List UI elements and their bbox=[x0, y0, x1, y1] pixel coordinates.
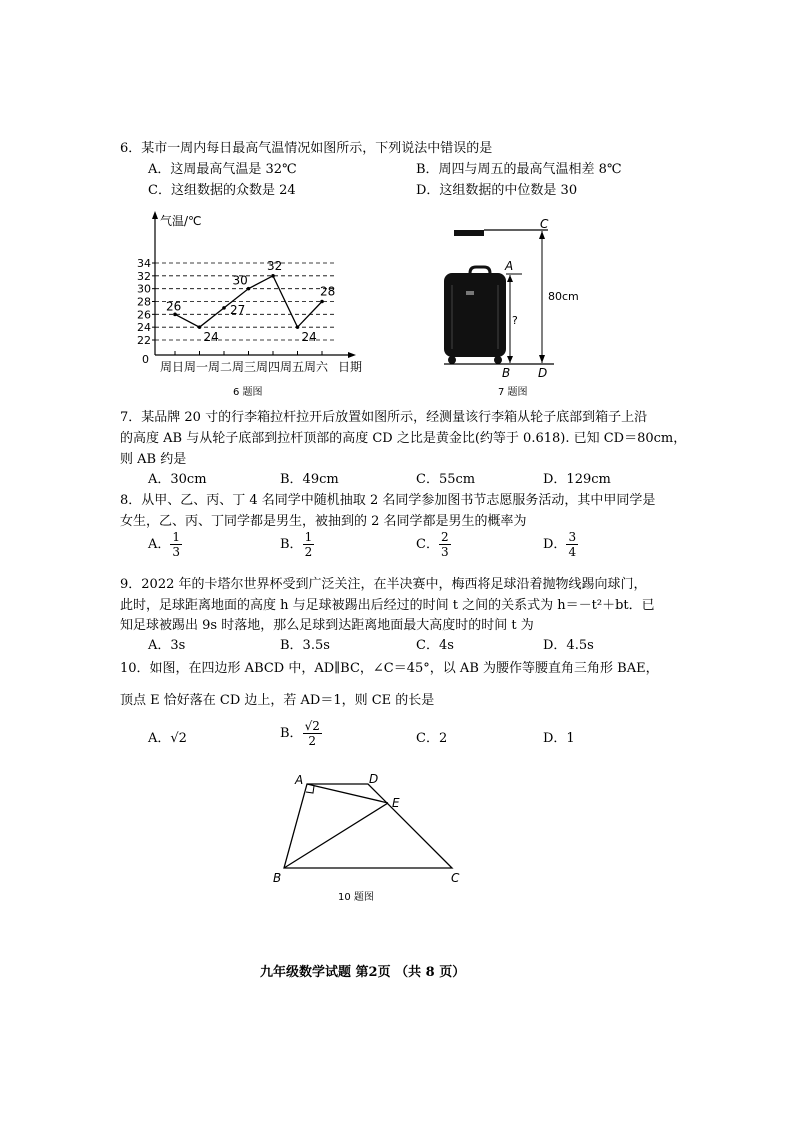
q7-figure-caption: 7 题图 bbox=[498, 387, 528, 398]
q10-stem-line2: 顶点 E 恰好落在 CD 边上，若 AD＝1，则 CE 的长是 bbox=[120, 693, 435, 708]
segment-ae bbox=[307, 784, 388, 803]
suitcase-rod-handle bbox=[454, 230, 484, 236]
y-tick-label: 22 bbox=[137, 334, 151, 347]
q7-option-c: C．55cm bbox=[416, 472, 476, 487]
temperature-point bbox=[222, 306, 226, 310]
temperature-data-label: 24 bbox=[301, 330, 317, 345]
q7-stem-line3: 则 AB 约是 bbox=[120, 452, 187, 467]
y-tick-label: 32 bbox=[137, 269, 151, 283]
q10-option-c: C．2 bbox=[416, 731, 448, 746]
q7-option-b: B．49cm bbox=[280, 472, 339, 487]
q8-stem-line1: 8．从甲、乙、丙、丁 4 名同学中随机抽取 2 名同学参加图书节志愿服务活动，其中甲同学是 bbox=[120, 493, 656, 508]
q9-stem-line1: 9．2022 年的卡塔尔世界杯受到广泛关注，在半决赛中，梅西将足球沿着抛物线踢向球门， bbox=[120, 577, 647, 592]
quad-label-d: D bbox=[369, 772, 379, 786]
origin-label: 0 bbox=[142, 353, 149, 366]
quad-label-b: B bbox=[273, 871, 282, 885]
q8-option-b: B． $\frac{1}{2}$ bbox=[280, 530, 313, 559]
right-angle-mark bbox=[306, 786, 314, 793]
quad-label-e: E bbox=[392, 796, 400, 810]
q9-stem-line3: 知足球被踢出 9s 时落地，那么足球到达距离地面最大高度时的时间 t 为 bbox=[120, 618, 534, 633]
x-axis-title: 日期 bbox=[338, 360, 363, 374]
suitcase-label-d: D bbox=[538, 366, 548, 380]
q8-option-c: C． $\frac{2}{3}$ bbox=[416, 530, 449, 559]
x-tick-labels: 周日周一周二周三周四周五周六 bbox=[160, 360, 329, 374]
q9-option-b: B．3.5s bbox=[280, 638, 330, 653]
q10-stem-line1: 10．如图，在四边形 ABCD 中，AD∥BC，∠C＝45°，以 AB 为腰作等腰直角三角形 BAE， bbox=[120, 661, 659, 676]
q6-option-b: B．周四与周五的最高气温相差 8℃ bbox=[416, 162, 622, 177]
suitcase-body bbox=[444, 273, 506, 357]
suitcase-handle-icon bbox=[470, 267, 490, 273]
q6-option-d: D．这组数据的中位数是 30 bbox=[416, 183, 578, 198]
page-footer: 九年级数学试题 第2页 （共 8 页） bbox=[260, 965, 466, 980]
q9-option-c: C．4s bbox=[416, 638, 454, 653]
q8-option-a: A． $\frac{1}{3}$ bbox=[148, 530, 181, 559]
q10-figure-caption: 10 题图 bbox=[338, 892, 374, 903]
q7-option-a: A．30cm bbox=[148, 472, 207, 487]
temperature-data-label: 28 bbox=[320, 284, 336, 299]
temperature-point bbox=[198, 325, 202, 329]
q7-option-d: D．129cm bbox=[543, 472, 611, 487]
quad-label-a: A bbox=[295, 773, 304, 787]
q6-option-a: A．这周最高气温是 32℃ bbox=[148, 162, 297, 177]
suitcase-label-c: C bbox=[540, 217, 549, 231]
y-tick-label: 26 bbox=[137, 308, 151, 322]
q6-option-c: C．这组数据的众数是 24 bbox=[148, 183, 296, 198]
q9-stem-line2: 此时，足球距离地面的高度 h 与足球被踢出后经过的时间 t 之间的关系式为 h＝－t²＋bt．已 bbox=[120, 598, 655, 613]
q6-figure-caption: 6 题图 bbox=[233, 387, 263, 398]
quad-label-c: C bbox=[451, 871, 460, 885]
q8-option-d: D． $\frac{3}{4}$ bbox=[543, 530, 577, 559]
q9-option-d: D．4.5s bbox=[543, 638, 594, 653]
temperature-data-label: 30 bbox=[232, 273, 248, 288]
q6-stem: 6．某市一周内每日最高气温情况如图所示，下列说法中错误的是 bbox=[120, 141, 493, 156]
y-tick-label: 28 bbox=[137, 295, 151, 309]
suitcase-label-b: B bbox=[502, 366, 511, 380]
q7-stem-line2: 的高度 AB 与从轮子底部到拉杆顶部的高度 CD 之比是黄金比(约等于 0.618). 已知 CD＝80cm， bbox=[120, 431, 687, 446]
temperature-data-label: 27 bbox=[230, 302, 246, 317]
temperature-line-chart bbox=[130, 205, 395, 380]
suitcase-label-len: 80cm bbox=[548, 290, 579, 303]
y-tick-label: 24 bbox=[137, 321, 151, 335]
q8-stem-line2: 女生，乙、丙、丁同学都是男生，被抽到的 2 名同学都是男生的概率为 bbox=[120, 514, 527, 529]
temperature-data-label: 26 bbox=[166, 299, 182, 314]
y-tick-label: 30 bbox=[137, 282, 151, 296]
q10-option-a: A．√2 bbox=[148, 731, 187, 746]
y-tick-label: 34 bbox=[137, 257, 151, 270]
temperature-point bbox=[271, 274, 275, 278]
temperature-point bbox=[320, 300, 324, 304]
q9-option-a: A．3s bbox=[148, 638, 186, 653]
temperature-point bbox=[296, 325, 300, 329]
temperature-data-label: 24 bbox=[203, 330, 219, 345]
suitcase-label-q: ? bbox=[512, 314, 518, 327]
q10-option-b: B． $\frac{√2}{2}$ bbox=[280, 719, 320, 748]
q7-stem-line1: 7．某品牌 20 寸的行李箱拉杆拉开后放置如图所示，经测量该行李箱从轮子底部到箱子上沿 bbox=[120, 410, 648, 425]
suitcase-figure bbox=[430, 215, 600, 385]
temperature-data-label: 32 bbox=[267, 258, 283, 273]
quadrilateral-figure bbox=[268, 768, 468, 888]
y-axis-arrow bbox=[152, 211, 158, 219]
y-axis-title: 气温/℃ bbox=[160, 214, 202, 228]
quadrilateral-abcd bbox=[284, 784, 452, 868]
x-axis-arrow bbox=[348, 352, 356, 358]
suitcase-label-a: A bbox=[505, 259, 514, 273]
q10-option-d: D．1 bbox=[543, 731, 575, 746]
